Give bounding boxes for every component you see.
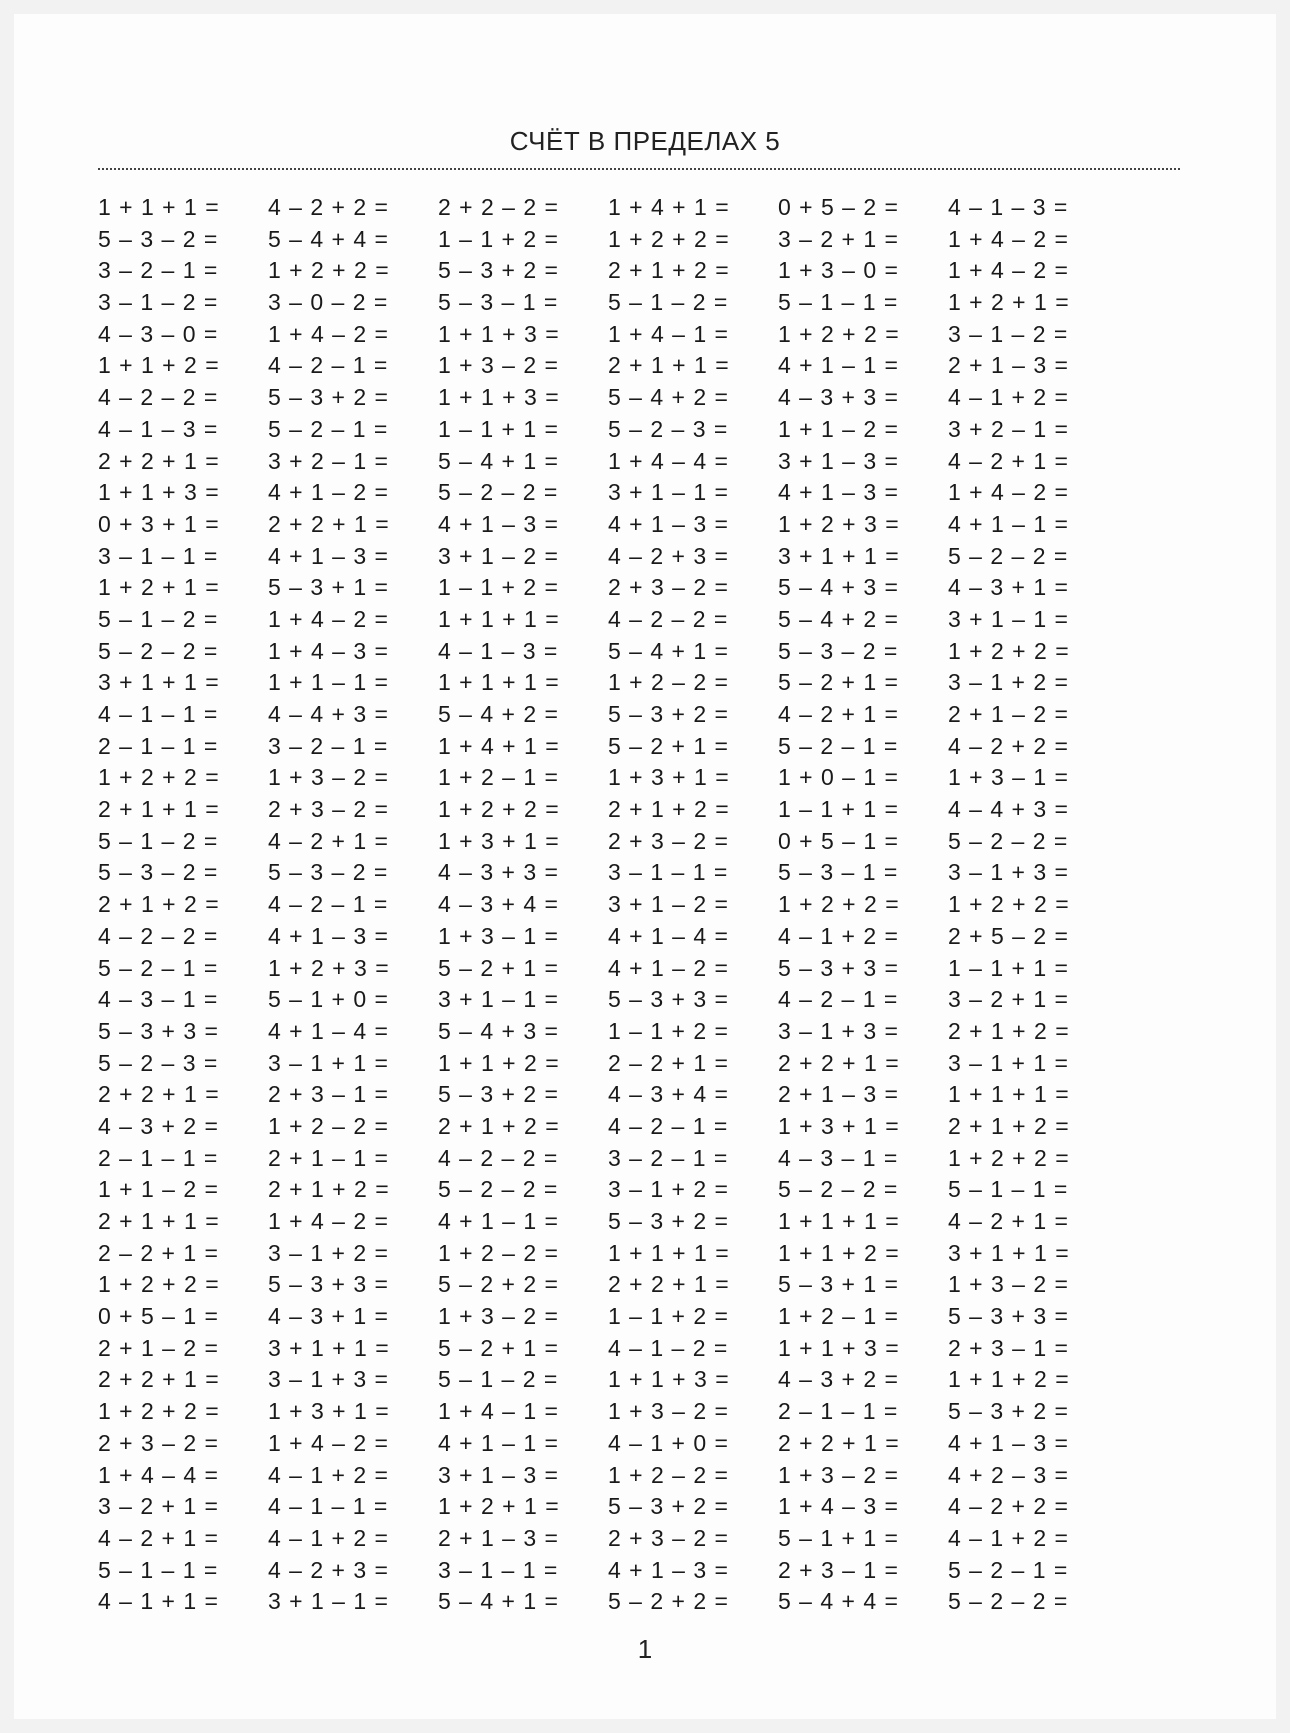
exercise-item: 1 + 4 – 4 = — [98, 1461, 218, 1488]
exercise-item: 5 – 4 + 3 = — [438, 1017, 558, 1044]
exercise-item: 1 + 1 + 1 = — [948, 1081, 1069, 1108]
exercise-item: 3 + 1 + 1 = — [948, 1239, 1069, 1266]
exercise-item: 2 + 1 – 1 = — [268, 1144, 388, 1171]
exercise-item: 3 + 1 – 2 = — [608, 891, 728, 918]
exercise-item: 3 – 1 – 1 = — [438, 1556, 558, 1583]
exercise-item: 1 + 2 – 2 = — [608, 1461, 728, 1488]
exercise-item: 5 – 3 + 3 = — [948, 1303, 1068, 1330]
exercise-item: 5 – 2 + 1 = — [438, 1334, 558, 1361]
exercise-item: 3 – 2 + 1 = — [778, 225, 898, 252]
exercise-item: 4 + 1 – 3 = — [608, 1556, 728, 1583]
exercise-item: 3 – 2 – 1 = — [98, 257, 218, 284]
exercise-item: 5 – 2 – 2 = — [948, 542, 1068, 569]
exercise-item: 1 + 1 + 3 = — [98, 479, 219, 506]
exercise-item: 4 + 1 – 3 = — [268, 922, 388, 949]
exercise-item: 2 + 5 – 2 = — [948, 922, 1068, 949]
exercise-item: 2 + 1 + 2 = — [608, 796, 729, 823]
exercise-item: 4 – 1 + 2 = — [948, 1524, 1068, 1551]
exercise-item: 1 + 3 + 1 = — [778, 1112, 899, 1139]
exercise-item: 3 + 2 – 1 = — [268, 447, 388, 474]
exercise-item: 5 – 3 + 1 = — [268, 574, 388, 601]
exercise-item: 1 + 3 – 2 = — [608, 1398, 728, 1425]
exercise-item: 5 – 2 – 1 = — [948, 1556, 1068, 1583]
exercise-item: 5 – 4 + 2 = — [608, 384, 728, 411]
exercise-item: 1 + 3 – 2 = — [438, 1303, 558, 1330]
exercise-item: 2 – 2 + 1 = — [98, 1239, 218, 1266]
exercise-item: 1 – 1 + 2 = — [438, 225, 558, 252]
exercise-item: 2 + 3 – 2 = — [608, 827, 728, 854]
exercise-item: 1 – 1 + 1 = — [438, 415, 558, 442]
exercise-item: 5 – 3 – 2 = — [98, 859, 218, 886]
exercise-item: 4 – 3 + 3 = — [778, 384, 898, 411]
exercise-item: 5 – 3 + 1 = — [778, 1271, 898, 1298]
exercise-item: 2 + 1 + 2 = — [438, 1112, 559, 1139]
exercise-item: 1 + 1 + 2 = — [98, 352, 219, 379]
exercise-item: 4 + 1 – 3 = — [268, 542, 388, 569]
exercise-item: 5 – 4 + 1 = — [608, 637, 728, 664]
exercise-item: 0 + 5 – 1 = — [778, 827, 898, 854]
exercise-item: 1 + 1 + 2 = — [948, 1366, 1069, 1393]
exercise-item: 5 – 4 + 3 = — [778, 574, 898, 601]
exercise-item: 4 – 2 + 1 = — [778, 701, 898, 727]
exercise-item: 2 + 2 – 2 = — [438, 194, 558, 220]
exercise-item: 3 – 2 – 1 = — [268, 732, 388, 759]
exercise-item: 4 – 1 + 1 = — [98, 1588, 218, 1615]
exercise-item: 4 – 1 – 3 = — [438, 637, 558, 664]
exercise-item: 1 + 3 – 1 = — [948, 764, 1068, 791]
exercise-item: 1 + 2 – 2 = — [438, 1239, 558, 1266]
exercise-item: 3 + 1 – 3 = — [778, 447, 898, 474]
exercise-item: 4 – 2 + 1 = — [268, 827, 388, 854]
exercise-item: 1 + 4 – 2 = — [268, 605, 388, 632]
exercise-item: 3 – 1 + 1 = — [948, 1049, 1068, 1076]
exercise-item: 5 – 2 – 2 = — [948, 1588, 1068, 1615]
exercise-item: 3 + 1 + 1 = — [98, 669, 219, 696]
exercise-item: 5 – 2 + 2 = — [438, 1271, 558, 1298]
exercise-item: 2 + 1 – 3 = — [778, 1081, 898, 1108]
exercise-item: 2 + 3 – 1 = — [948, 1334, 1068, 1361]
exercise-item: 2 + 3 – 1 = — [778, 1556, 898, 1583]
exercise-item: 5 – 1 – 1 = — [98, 1556, 218, 1583]
exercise-item: 2 + 3 – 1 = — [268, 1081, 388, 1108]
exercise-item: 3 – 1 + 2 = — [608, 1176, 728, 1203]
exercise-item: 3 – 1 – 2 = — [948, 320, 1068, 347]
exercise-item: 1 + 4 – 2 = — [948, 479, 1068, 506]
exercise-item: 4 + 2 – 3 = — [948, 1461, 1068, 1488]
exercise-item: 4 – 3 + 2 = — [98, 1112, 218, 1139]
exercise-item: 2 + 2 + 1 = — [778, 1049, 899, 1076]
exercise-item: 2 – 1 – 1 = — [98, 1144, 218, 1171]
exercise-item: 4 – 1 + 2 = — [268, 1461, 388, 1488]
exercise-item: 2 + 3 – 2 = — [608, 574, 728, 601]
exercise-item: 5 – 4 + 2 = — [438, 701, 558, 727]
exercise-item: 5 – 2 – 2 = — [438, 1176, 558, 1203]
exercise-item: 3 + 1 – 1 = — [608, 479, 728, 506]
exercise-item: 1 + 2 – 2 = — [608, 669, 728, 696]
exercise-item: 4 + 1 – 3 = — [608, 510, 728, 537]
exercise-item: 3 + 1 + 1 = — [268, 1334, 389, 1361]
exercise-item: 5 – 4 + 2 = — [778, 605, 898, 632]
exercise-item: 1 + 2 + 2 = — [98, 764, 219, 791]
worksheet-page — [14, 14, 1276, 1719]
exercise-item: 2 – 1 – 1 = — [778, 1398, 898, 1425]
exercise-item: 5 – 1 – 2 = — [98, 827, 218, 854]
exercise-item: 1 + 1 + 1 = — [98, 194, 219, 220]
exercise-item: 1 + 1 + 2 = — [778, 1239, 899, 1266]
exercise-item: 4 + 1 – 2 = — [608, 954, 728, 981]
exercise-item: 1 + 1 + 1 = — [778, 1208, 899, 1234]
exercise-item: 5 – 2 – 2 = — [778, 1176, 898, 1203]
exercise-item: 1 + 3 – 1 = — [438, 922, 558, 949]
exercise-item: 4 – 2 – 1 = — [268, 891, 388, 918]
exercise-item: 1 + 3 + 1 = — [608, 764, 729, 791]
exercise-item: 2 + 1 – 3 = — [948, 352, 1068, 379]
exercise-column — [438, 192, 618, 1618]
exercise-item: 2 + 1 + 1 = — [608, 352, 729, 379]
exercise-item: 1 + 2 + 2 = — [948, 891, 1069, 918]
exercise-item: 4 – 2 + 3 = — [268, 1556, 388, 1583]
exercise-item: 3 – 1 + 3 = — [948, 859, 1068, 886]
exercise-item: 0 + 3 + 1 = — [98, 510, 219, 537]
exercise-item: 4 – 4 + 3 = — [268, 701, 388, 727]
exercise-item: 3 – 1 + 2 = — [268, 1239, 388, 1266]
exercise-item: 5 – 2 + 2 = — [608, 1588, 728, 1615]
exercise-item: 2 + 1 + 1 = — [98, 1208, 219, 1234]
exercise-item: 1 + 3 – 2 = — [778, 1461, 898, 1488]
exercise-item: 5 – 1 + 0 = — [268, 986, 388, 1013]
exercise-item: 4 – 2 + 3 = — [608, 542, 728, 569]
exercise-item: 4 – 2 – 2 = — [98, 922, 218, 949]
exercise-item: 5 – 1 – 1 = — [948, 1176, 1068, 1203]
exercise-item: 3 – 1 + 1 = — [268, 1049, 388, 1076]
exercise-item: 4 – 3 + 4 = — [438, 891, 558, 918]
exercise-item: 5 – 3 – 2 = — [268, 859, 388, 886]
exercise-item: 1 + 2 + 3 = — [778, 510, 899, 537]
exercise-item: 3 + 1 – 3 = — [438, 1461, 558, 1488]
exercise-item: 4 – 3 – 1 = — [778, 1144, 898, 1171]
exercise-item: 5 – 2 + 1 = — [778, 669, 898, 696]
exercise-item: 4 + 1 – 3 = — [948, 1429, 1068, 1456]
exercise-item: 1 + 2 + 1 = — [438, 1493, 559, 1520]
exercise-item: 5 – 3 + 3 = — [778, 954, 898, 981]
exercise-item: 4 – 2 – 1 = — [778, 986, 898, 1013]
exercise-item: 5 – 2 – 1 = — [268, 415, 388, 442]
exercise-item: 5 – 2 – 3 = — [608, 415, 728, 442]
exercise-item: 5 – 2 – 2 = — [98, 637, 218, 664]
exercise-item: 2 + 1 + 1 = — [98, 796, 219, 823]
exercise-item: 5 – 3 + 2 = — [438, 257, 558, 284]
exercise-item: 3 + 1 – 2 = — [438, 542, 558, 569]
exercise-item: 4 – 3 – 0 = — [98, 320, 218, 347]
exercise-item: 5 – 1 + 1 = — [778, 1524, 898, 1551]
exercise-item: 1 + 4 – 2 = — [948, 257, 1068, 284]
exercise-item: 1 + 4 – 2 = — [268, 320, 388, 347]
exercise-item: 2 + 2 + 1 = — [98, 1366, 219, 1393]
dotted-divider — [98, 168, 1180, 170]
exercise-item: 3 + 1 – 1 = — [268, 1588, 388, 1615]
exercise-item: 0 + 5 – 2 = — [778, 194, 898, 220]
exercise-item: 4 – 3 + 4 = — [608, 1081, 728, 1108]
exercise-item: 4 + 1 – 1 = — [438, 1208, 558, 1234]
exercise-item: 5 – 3 – 1 = — [778, 859, 898, 886]
exercise-item: 4 – 1 – 3 = — [98, 415, 218, 442]
exercise-item: 5 – 4 + 4 = — [268, 225, 388, 252]
exercise-item: 4 + 1 – 2 = — [268, 479, 388, 506]
exercise-item: 4 + 1 – 3 = — [438, 510, 558, 537]
exercise-item: 5 – 1 – 2 = — [98, 605, 218, 632]
exercise-item: 3 + 1 – 1 = — [948, 605, 1068, 632]
exercise-item: 2 + 1 + 2 = — [948, 1017, 1069, 1044]
exercise-item: 4 – 2 + 2 = — [268, 194, 388, 220]
exercise-item: 1 + 2 + 1 = — [98, 574, 219, 601]
exercise-item: 4 – 1 + 2 = — [268, 1524, 388, 1551]
exercise-item: 1 + 2 + 1 = — [948, 289, 1069, 316]
exercise-item: 1 + 2 + 2 = — [268, 257, 389, 284]
exercise-item: 5 – 3 + 2 = — [948, 1398, 1068, 1425]
exercise-item: 1 + 2 + 2 = — [608, 225, 729, 252]
exercise-item: 2 + 2 + 1 = — [98, 1081, 219, 1108]
exercise-item: 2 + 2 + 1 = — [98, 447, 219, 474]
exercise-item: 1 + 3 – 2 = — [438, 352, 558, 379]
exercise-item: 1 + 4 + 1 = — [438, 732, 559, 759]
exercise-item: 5 – 3 + 2 = — [438, 1081, 558, 1108]
exercise-item: 4 + 1 – 1 = — [948, 510, 1068, 537]
exercise-item: 1 – 1 + 2 = — [608, 1303, 728, 1330]
exercise-item: 4 – 1 – 3 = — [948, 194, 1068, 220]
exercise-item: 4 – 2 + 2 = — [948, 1493, 1068, 1520]
exercise-item: 4 – 3 + 3 = — [438, 859, 558, 886]
exercise-item: 1 + 4 – 2 = — [948, 225, 1068, 252]
exercise-item: 4 – 1 + 2 = — [948, 384, 1068, 411]
exercise-item: 4 – 1 + 2 = — [778, 922, 898, 949]
exercise-column — [948, 192, 1128, 1618]
exercise-item: 1 + 2 + 3 = — [268, 954, 389, 981]
exercise-item: 1 + 1 + 3 = — [608, 1366, 729, 1393]
exercise-item: 5 – 3 – 1 = — [438, 289, 558, 316]
exercise-item: 5 – 2 + 1 = — [608, 732, 728, 759]
exercise-item: 5 – 3 + 3 = — [98, 1017, 218, 1044]
exercise-item: 1 + 2 + 2 = — [778, 891, 899, 918]
exercise-item: 4 + 1 – 4 = — [268, 1017, 388, 1044]
exercise-item: 4 – 3 – 1 = — [98, 986, 218, 1013]
exercise-item: 2 + 1 + 2 = — [608, 257, 729, 284]
exercise-item: 0 + 5 – 1 = — [98, 1303, 218, 1330]
exercise-item: 1 + 1 + 1 = — [608, 1239, 729, 1266]
exercise-item: 4 – 2 + 1 = — [98, 1524, 218, 1551]
exercise-item: 5 – 2 – 3 = — [98, 1049, 218, 1076]
exercise-item: 5 – 3 + 2 = — [608, 701, 728, 727]
exercise-item: 1 + 4 – 1 = — [438, 1398, 558, 1425]
exercise-item: 2 – 1 – 1 = — [98, 732, 218, 759]
exercise-item: 4 – 2 – 2 = — [438, 1144, 558, 1171]
exercise-item: 3 – 1 – 1 = — [608, 859, 728, 886]
exercise-item: 1 + 4 – 3 = — [778, 1493, 898, 1520]
exercise-item: 3 – 1 + 3 = — [268, 1366, 388, 1393]
exercise-item: 1 + 1 + 1 = — [438, 605, 559, 632]
exercise-item: 4 – 1 – 2 = — [608, 1334, 728, 1361]
exercise-item: 5 – 4 + 1 = — [438, 1588, 558, 1615]
exercise-item: 2 + 1 – 2 = — [948, 701, 1068, 727]
exercise-item: 1 + 4 – 2 = — [268, 1429, 388, 1456]
exercise-item: 1 + 2 + 2 = — [98, 1271, 219, 1298]
exercise-item: 1 + 3 – 0 = — [778, 257, 898, 284]
exercise-item: 2 + 3 – 2 = — [608, 1524, 728, 1551]
page-number: 1 — [637, 1634, 653, 1664]
exercise-item: 3 – 1 – 2 = — [98, 289, 218, 316]
exercise-item: 4 + 1 – 1 = — [778, 352, 898, 379]
exercise-item: 1 – 1 + 2 = — [438, 574, 558, 601]
exercise-item: 1 + 2 + 2 = — [98, 1398, 219, 1425]
exercise-item: 5 – 3 + 3 = — [268, 1271, 388, 1298]
exercise-item: 4 – 2 + 2 = — [948, 732, 1068, 759]
exercise-item: 3 – 2 – 1 = — [608, 1144, 728, 1171]
exercise-item: 4 – 2 – 2 = — [98, 384, 218, 411]
exercise-item: 2 + 2 + 1 = — [778, 1429, 899, 1456]
exercise-item: 5 – 3 + 3 = — [608, 986, 728, 1013]
exercise-item: 2 + 3 – 2 = — [268, 796, 388, 823]
exercise-item: 1 + 3 – 2 = — [268, 764, 388, 791]
exercise-item: 5 – 2 – 2 = — [948, 827, 1068, 854]
exercise-item: 1 + 0 – 1 = — [778, 764, 898, 791]
exercise-item: 1 + 2 – 1 = — [438, 764, 558, 791]
exercise-item: 2 – 2 + 1 = — [608, 1049, 728, 1076]
exercise-item: 5 – 3 + 2 = — [608, 1208, 728, 1234]
exercise-item: 1 – 1 + 2 = — [608, 1017, 728, 1044]
exercise-item: 4 – 3 + 1 = — [268, 1303, 388, 1330]
exercise-item: 5 – 3 – 2 = — [98, 225, 218, 252]
exercise-item: 1 + 3 – 2 = — [948, 1271, 1068, 1298]
exercise-item: 1 + 2 – 1 = — [778, 1303, 898, 1330]
exercise-item: 1 + 1 – 2 = — [98, 1176, 218, 1203]
exercise-item: 1 + 2 + 2 = — [438, 796, 559, 823]
exercise-column — [608, 192, 788, 1618]
exercise-item: 2 + 1 – 2 = — [98, 1334, 218, 1361]
exercise-item: 5 – 3 – 2 = — [778, 637, 898, 664]
exercise-item: 2 + 2 + 1 = — [608, 1271, 729, 1298]
exercise-item: 4 – 2 – 1 = — [268, 352, 388, 379]
exercise-item: 1 + 1 + 3 = — [438, 384, 559, 411]
exercise-item: 1 + 4 + 1 = — [608, 194, 729, 220]
exercise-item: 5 – 1 – 2 = — [608, 289, 728, 316]
exercise-item: 3 – 2 + 1 = — [98, 1493, 218, 1520]
exercise-item: 1 – 1 + 1 = — [778, 796, 898, 823]
exercise-column — [778, 192, 958, 1618]
exercise-item: 1 + 2 – 2 = — [268, 1112, 388, 1139]
exercise-item: 2 + 2 + 1 = — [268, 510, 389, 537]
exercise-item: 1 + 4 – 2 = — [268, 1208, 388, 1234]
exercise-item: 2 + 1 + 2 = — [98, 891, 219, 918]
exercise-item: 3 – 1 + 2 = — [948, 669, 1068, 696]
exercise-column — [268, 192, 448, 1618]
exercise-column — [98, 192, 278, 1618]
exercise-item: 3 + 2 – 1 = — [948, 415, 1068, 442]
exercise-item: 4 – 3 + 1 = — [948, 574, 1068, 601]
exercise-item: 4 – 2 – 2 = — [608, 605, 728, 632]
exercise-item: 1 + 4 – 1 = — [608, 320, 728, 347]
exercise-item: 5 – 4 + 1 = — [438, 447, 558, 474]
exercise-item: 4 – 1 – 1 = — [268, 1493, 388, 1520]
exercise-item: 2 + 1 + 2 = — [268, 1176, 389, 1203]
exercise-item: 1 + 2 + 2 = — [948, 637, 1069, 664]
exercise-item: 2 + 1 – 3 = — [438, 1524, 558, 1551]
exercise-item: 5 – 3 + 2 = — [608, 1493, 728, 1520]
exercise-item: 4 + 1 – 4 = — [608, 922, 728, 949]
exercise-item: 5 – 2 – 2 = — [438, 479, 558, 506]
exercise-item: 5 – 4 + 4 = — [778, 1588, 898, 1615]
page-title: СЧЁТ В ПРЕДЕЛАХ 5 — [509, 126, 781, 156]
exercise-item: 5 – 1 – 1 = — [778, 289, 898, 316]
exercise-item: 4 + 1 – 1 = — [438, 1429, 558, 1456]
exercise-item: 1 + 1 + 3 = — [778, 1334, 899, 1361]
exercise-item: 1 + 3 + 1 = — [438, 827, 559, 854]
exercise-item: 3 – 1 – 1 = — [98, 542, 218, 569]
exercise-item: 1 + 2 + 2 = — [948, 1144, 1069, 1171]
exercise-item: 5 – 2 – 1 = — [98, 954, 218, 981]
exercise-item: 2 + 1 + 2 = — [948, 1112, 1069, 1139]
exercise-item: 5 – 2 – 1 = — [778, 732, 898, 759]
exercise-item: 1 + 3 + 1 = — [268, 1398, 389, 1425]
exercise-item: 4 + 1 – 3 = — [778, 479, 898, 506]
exercise-item: 4 – 2 + 1 = — [948, 447, 1068, 474]
exercise-item: 1 + 1 + 3 = — [438, 320, 559, 347]
exercise-item: 4 – 2 + 1 = — [948, 1208, 1068, 1234]
exercise-item: 4 – 1 – 1 = — [98, 701, 218, 727]
exercise-item: 1 + 4 – 4 = — [608, 447, 728, 474]
exercise-item: 1 – 1 + 1 = — [948, 954, 1068, 981]
exercise-item: 1 + 1 – 2 = — [778, 415, 898, 442]
exercise-item: 4 – 1 + 0 = — [608, 1429, 728, 1456]
exercise-item: 4 – 3 + 2 = — [778, 1366, 898, 1393]
exercise-item: 5 – 3 + 2 = — [268, 384, 388, 411]
exercise-item: 4 – 4 + 3 = — [948, 796, 1068, 823]
exercise-item: 3 – 0 – 2 = — [268, 289, 388, 316]
exercise-item: 1 + 4 – 3 = — [268, 637, 388, 664]
exercise-item: 5 – 1 – 2 = — [438, 1366, 558, 1393]
exercise-item: 5 – 2 + 1 = — [438, 954, 558, 981]
exercise-item: 1 + 2 + 2 = — [778, 320, 899, 347]
exercise-item: 3 – 2 + 1 = — [948, 986, 1068, 1013]
exercise-item: 2 + 3 – 2 = — [98, 1429, 218, 1456]
exercise-item: 3 + 1 – 1 = — [438, 986, 558, 1013]
exercise-item: 3 – 1 + 3 = — [778, 1017, 898, 1044]
exercise-item: 1 + 1 + 1 = — [438, 669, 559, 696]
exercise-item: 1 + 1 + 2 = — [438, 1049, 559, 1076]
exercise-item: 1 + 1 – 1 = — [268, 669, 388, 696]
exercise-item: 3 + 1 + 1 = — [778, 542, 899, 569]
exercise-item: 4 – 2 – 1 = — [608, 1112, 728, 1139]
